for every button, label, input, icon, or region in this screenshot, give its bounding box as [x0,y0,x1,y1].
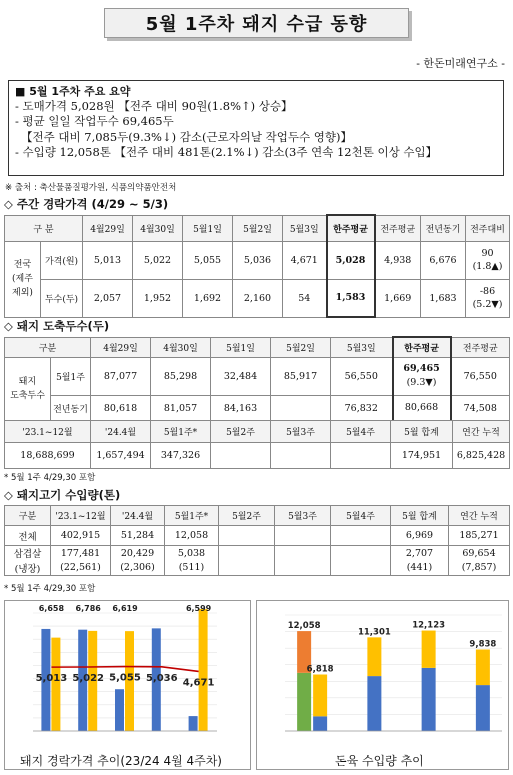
row-label: (냉장) [5,561,51,576]
table-cell [466,241,510,279]
table-cell: 81,057 [151,395,211,421]
line-label: 5,022 [72,672,105,684]
table-cell: 6,676 [421,241,466,279]
table-cell: 76,832 [331,395,393,421]
row-label: 전년동기 [51,395,91,421]
bar [422,668,436,731]
table-cell [219,546,275,561]
table-cell: 69,654 [449,546,510,561]
table-cell: 2,057 [83,279,133,317]
table-cell: 1,583 [327,279,375,317]
line-label: 5,036 [145,672,178,684]
table-cell: 76,550 [451,357,510,395]
import-table [4,505,510,576]
table-header: 전년동기 [421,215,466,241]
import-chart-panel [256,600,509,770]
change-percent: (1.8▲) [472,261,503,272]
table-header: 구 분 [5,215,83,241]
data-label: 6,619 [112,604,138,613]
bar [367,676,381,731]
bar [313,716,327,731]
table-cell [466,279,510,317]
data-label: 11,301 [357,627,391,638]
row-group-label: 돼지 도축두수 [5,357,51,421]
bar [199,609,208,731]
import-section-title: ◇ 돼지고기 수입량(톤) [4,488,121,502]
change-value: 90 [481,248,494,259]
import-trend-chart [257,601,508,744]
summary-line: - 수입량 12,058톤 【전주 대비 481톤(2.1%↓) 감소(3주 연속 12천톤 이상 수입】 [15,144,438,159]
table-cell: (511) [165,561,219,576]
table-cell: 6,825,428 [453,443,510,469]
table-cell: 177,481 [51,546,111,561]
table-cell: 18,688,699 [5,443,91,469]
table-cell: 5,055 [183,241,233,279]
table-cell: 6,969 [391,526,449,546]
table-header: 5월3주 [271,421,331,443]
line-label: 5,055 [109,672,141,684]
table-cell: 80,668 [393,395,451,421]
table-cell: 5,028 [327,241,375,279]
table-header: 5월2일 [233,215,283,241]
table-header: 한주평균 [327,215,375,241]
bar [476,649,490,685]
table-header: 5월2주 [211,421,271,443]
summary-box [8,80,504,176]
summary-line: 【전주 대비 7,085두(9.3%↓) 감소(근로자의날 작업두수 영향)】 [21,129,352,144]
avg-value: 69,465 [403,363,440,374]
import-chart-caption: 돈육 수입량 추이 [335,754,424,768]
bar [476,685,490,731]
row-label: 전체 [5,526,51,546]
table-cell: 20,429 [111,546,165,561]
table-header: '23.1~12월 [51,506,111,526]
line-label: 4,671 [182,677,215,689]
change-value: -86 [479,286,496,297]
table-cell: 54 [283,279,327,317]
table-cell: 2,707 [391,546,449,561]
row-label: 가격(원) [41,241,83,279]
bar [115,689,124,731]
table-header: 구분 [5,506,51,526]
table-cell: 85,917 [271,357,331,395]
table-header: 구분 [5,337,91,357]
footnote: * 5월 1주 4/29,30 포함 [4,473,96,483]
table-cell [271,395,331,421]
table-cell: 1,683 [421,279,466,317]
slaughter-monthly-table [4,420,510,469]
table-header: 5월1일 [183,215,233,241]
table-cell: 84,163 [211,395,271,421]
price-trend-chart [5,601,250,744]
slaughter-table [4,336,510,422]
price-chart-caption: 돼지 경락가격 추이(23/24 4월 4주차) [20,754,222,768]
table-cell: 56,550 [331,357,393,395]
table-header: 4월29일 [91,337,151,357]
bar [313,675,327,717]
row-label: 두수(두) [41,279,83,317]
table-cell: 1,669 [375,279,421,317]
row-group-label: 전국 (제주 제외) [5,241,41,317]
data-label: 6,786 [75,604,101,613]
slaughter-section-title: ◇ 돼지 도축두수(두) [4,319,110,333]
avg-change: (9.3▼) [406,377,437,388]
data-label: 6,818 [306,664,334,675]
table-cell [331,443,391,469]
bar [422,631,436,668]
table-header: 5월2주 [219,506,275,526]
table-header: '24.4월 [111,506,165,526]
footnote: * 5월 1주 4/29,30 포함 [4,584,96,594]
bar [367,637,381,676]
price-table [4,214,510,318]
page-title: 5월 1주차 돼지 수급 동향 [104,8,409,38]
summary-heading: ■ 5월 1주차 주요 요약 [15,85,131,98]
table-header: 5월3일 [283,215,327,241]
data-label: 12,058 [287,621,321,632]
table-header: 연간 누적 [449,506,510,526]
table-cell: 5,013 [83,241,133,279]
table-header: 4월30일 [133,215,183,241]
table-cell: 1,952 [133,279,183,317]
table-cell: 5,022 [133,241,183,279]
table-cell: 85,298 [151,357,211,395]
table-cell: (441) [391,561,449,576]
table-header: 전주대비 [466,215,510,241]
table-cell: 32,484 [211,357,271,395]
bar [51,638,60,731]
table-cell: (7,857) [449,561,510,576]
price-section-title: ◇ 주간 경락가격 (4/29 ~ 5/3) [4,197,169,211]
table-cell [275,546,331,561]
data-label: 9,838 [469,639,497,650]
data-label: 6,658 [38,604,65,613]
table-cell [271,443,331,469]
table-cell: 4,671 [283,241,327,279]
table-cell [219,561,275,576]
table-header: 5월2일 [271,337,331,357]
summary-line: - 평균 일일 작업두수 69,465두 [15,114,174,129]
table-header: 한주평균 [393,337,451,357]
table-header: 연간 누적 [453,421,510,443]
table-cell [331,526,391,546]
row-label: 삼겹살 [5,546,51,561]
source-note: ※ 출처 : 축산물품질평가원, 식품의약품안전처 [5,183,177,193]
table-cell [275,561,331,576]
data-label: 12,123 [412,620,446,631]
table-header: 5월3일 [331,337,393,357]
row-label: 5월1주 [51,357,91,395]
table-header: 5월1주* [165,506,219,526]
table-cell: 12,058 [165,526,219,546]
table-cell: 51,284 [111,526,165,546]
organization-label: - 한돈미래연구소 - [416,57,505,70]
table-header: 전주평균 [375,215,421,241]
table-header: 5월1일 [211,337,271,357]
bar [297,673,311,731]
price-chart-panel [4,600,251,770]
table-cell: 347,326 [151,443,211,469]
table-header: 5월 합계 [391,506,449,526]
table-cell: (2,306) [111,561,165,576]
table-cell: 1,657,494 [91,443,151,469]
table-cell [275,526,331,546]
table-cell: 80,618 [91,395,151,421]
table-header: 5월1주* [151,421,211,443]
table-cell: 174,951 [391,443,453,469]
line-label: 5,013 [35,673,68,685]
table-cell [393,357,451,395]
table-header: '24.4월 [91,421,151,443]
table-header: 전주평균 [451,337,510,357]
table-header: 4월29일 [83,215,133,241]
data-label: 6,599 [185,604,212,613]
table-cell: 5,036 [233,241,283,279]
table-header: 5월 합계 [391,421,453,443]
table-cell [331,561,391,576]
table-header: 5월4주 [331,421,391,443]
change-percent: (5.2▼) [472,299,503,310]
table-cell: 2,160 [233,279,283,317]
table-cell: 4,938 [375,241,421,279]
table-cell: 185,271 [449,526,510,546]
table-header: '23.1~12월 [5,421,91,443]
table-cell [219,526,275,546]
table-header: 5월4주 [331,506,391,526]
table-cell: (22,561) [51,561,111,576]
bar [189,716,198,731]
table-cell: 74,508 [451,395,510,421]
table-header: 4월30일 [151,337,211,357]
table-cell: 87,077 [91,357,151,395]
table-cell [211,443,271,469]
table-header: 5월3주 [275,506,331,526]
table-cell: 5,038 [165,546,219,561]
table-cell [331,546,391,561]
table-cell: 402,915 [51,526,111,546]
summary-line: - 도매가격 5,028원 【전주 대비 90원(1.8%↑) 상승】 [15,99,293,114]
table-cell: 1,692 [183,279,233,317]
